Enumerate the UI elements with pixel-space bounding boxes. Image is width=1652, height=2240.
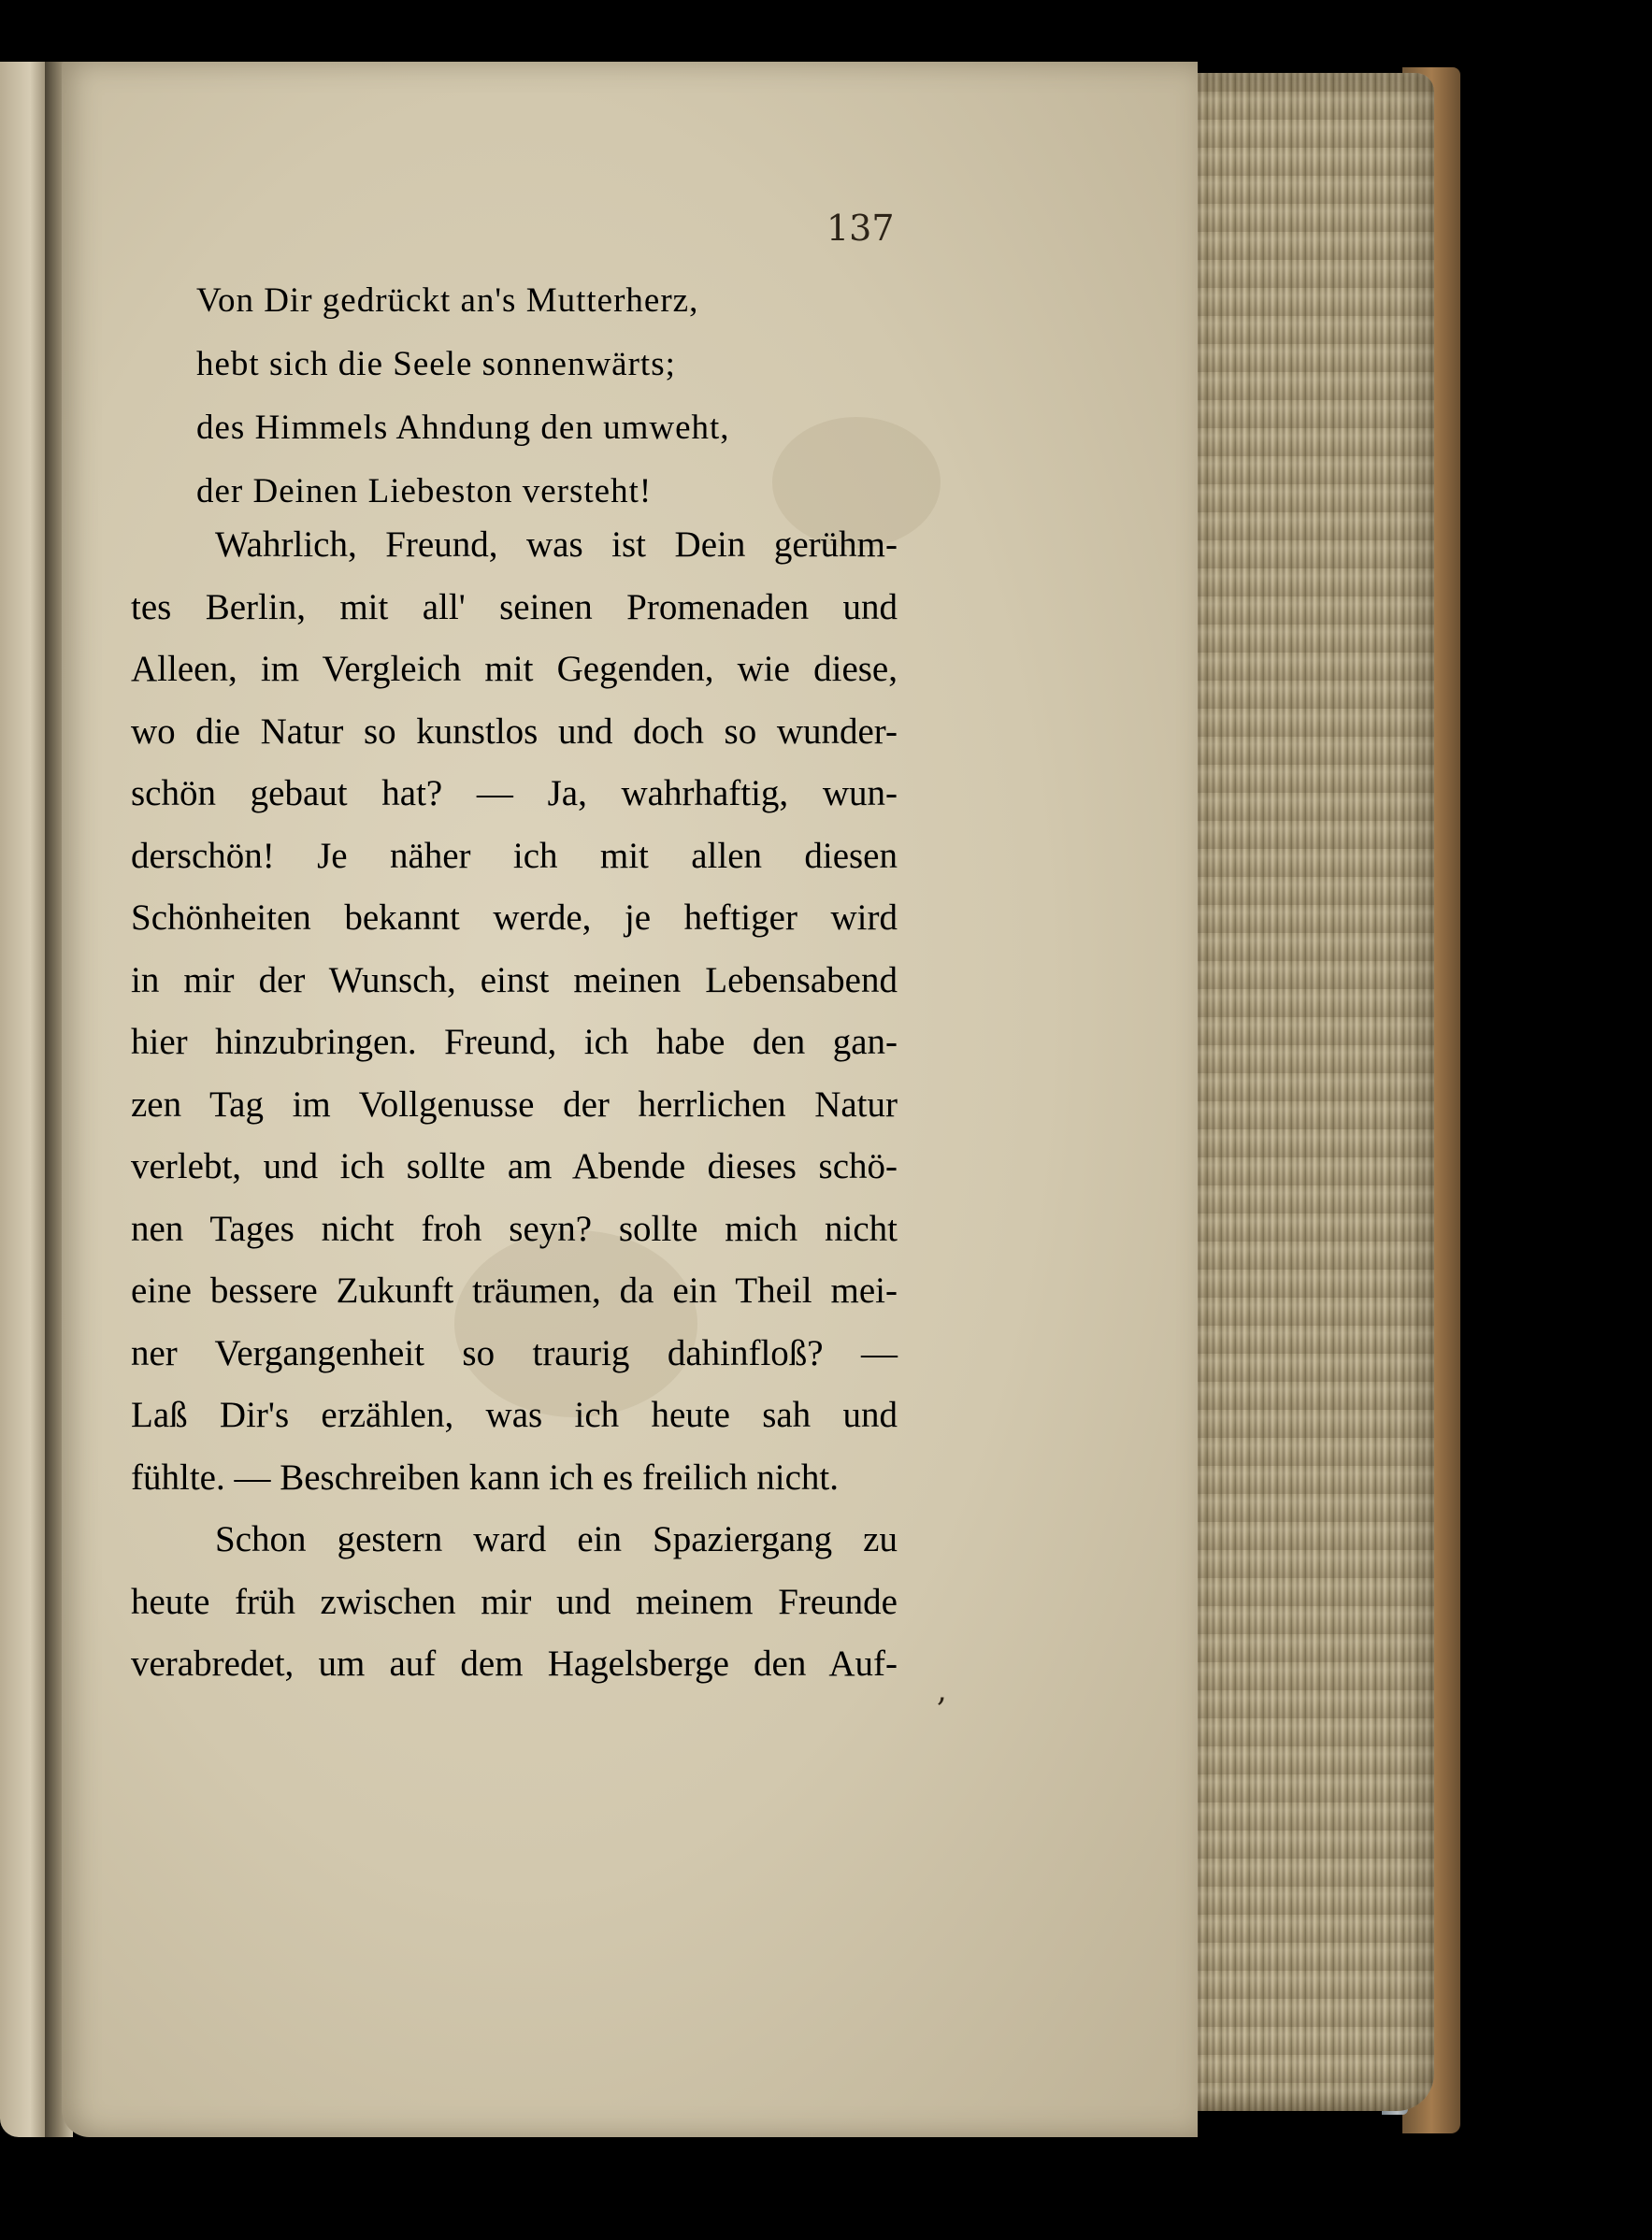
prose-line: in mir der Wunsch, einst meinen Lebensabend: [131, 959, 898, 1000]
prose-line: ner Vergangenheit so traurig dahinfloß? —: [131, 1332, 898, 1373]
verse-line: hebt sich die Seele sonnenwärts;: [196, 345, 676, 383]
prose-line: Laß Dir's erzählen, was ich heute sah und: [131, 1395, 898, 1435]
prose-line: Schon gestern ward ein Spaziergang zu: [215, 1519, 898, 1559]
prose-line: derschön! Je näher ich mit allen diesen: [131, 835, 898, 876]
margin-mark: ,: [937, 1672, 947, 1709]
prose-line: nen Tages nicht froh seyn? sollte mich nicht: [131, 1208, 898, 1249]
page-number: 137: [826, 208, 895, 249]
prose-line: eine bessere Zukunft träumen, da ein Theil mei-: [131, 1271, 898, 1311]
prose-line: verabredet, um auf dem Hagelsberge den Auf-: [131, 1644, 898, 1684]
prose-line: wo die Natur so kunstlos und doch so wunder-: [131, 711, 898, 752]
prose-line: hier hinzubringen. Freund, ich habe den gan-: [131, 1022, 898, 1062]
prose-line: fühlte. — Beschreiben kann ich es freilich nicht.: [131, 1457, 839, 1498]
left-facing-page-edge: [0, 62, 50, 2137]
prose-line: Alleen, im Vergleich mit Gegenden, wie diese,: [131, 649, 898, 689]
prose-body: [131, 514, 898, 1696]
verse-line: Von Dir gedrückt an's Mutterherz,: [196, 281, 699, 320]
verse-line: der Deinen Liebeston versteht!: [196, 472, 653, 510]
prose-line: heute früh zwischen mir und meinem Freunde: [131, 1581, 898, 1622]
prose-line: zen Tag im Vollgenusse der herrlichen Natur: [131, 1084, 898, 1125]
verse-stanza: [196, 269, 1019, 524]
prose-line: tes Berlin, mit all' seinen Promenaden und: [131, 586, 898, 627]
prose-line: Wahrlich, Freund, was ist Dein gerühm-: [215, 524, 898, 565]
prose-line: Schönheiten bekannt werde, je heftiger wird: [131, 897, 898, 938]
prose-line: schön gebaut hat? — Ja, wahrhaftig, wun-: [131, 773, 898, 813]
page-edge-texture: [1180, 73, 1434, 2111]
prose-line: verlebt, und ich sollte am Abende dieses schö-: [131, 1146, 898, 1186]
verse-line: des Himmels Ahndung den umweht,: [196, 409, 730, 447]
